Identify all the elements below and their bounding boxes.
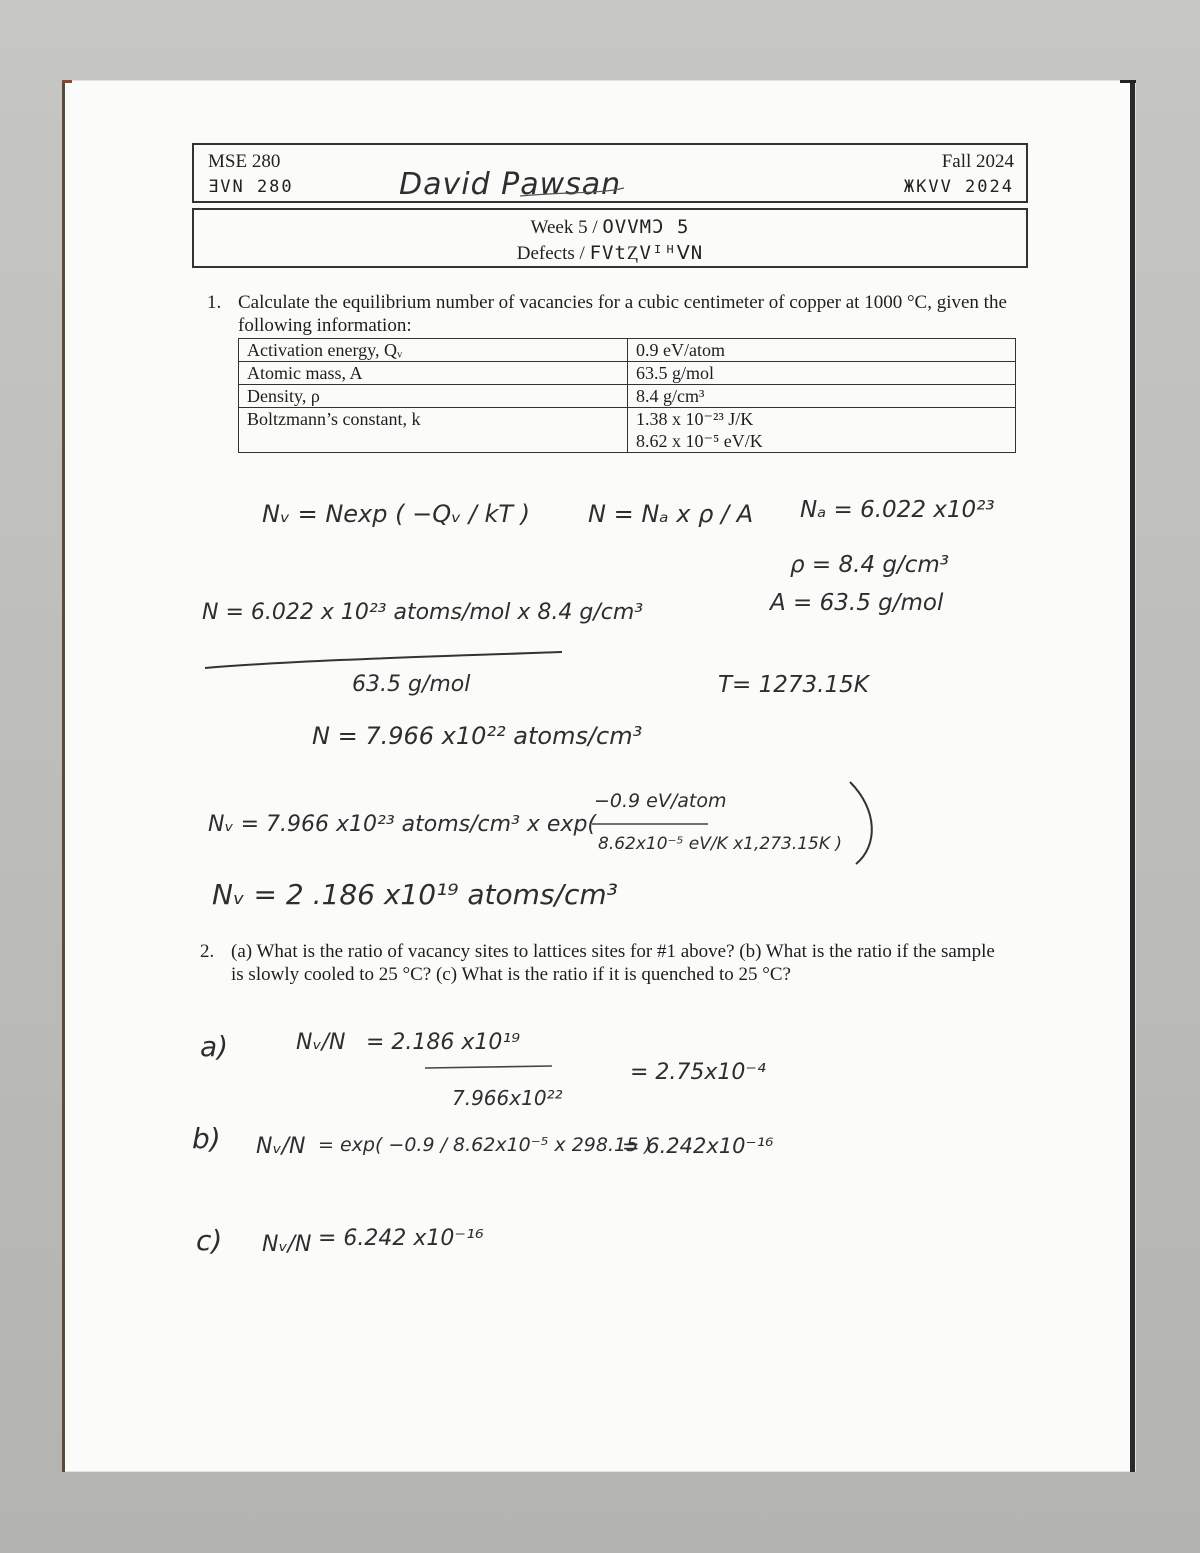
topic-aurebesh: ϜVtⱫVᴵᴴᐯN [589,242,704,264]
atomic-mass-value: A = 63.5 g/mol [770,590,944,616]
part-b-expression: = exp( −0.9 / 8.62x10⁻⁵ x 298.15 ) [318,1134,652,1156]
topic-header [192,208,1028,268]
topic-line [194,242,1026,265]
question-1 [207,291,1007,337]
part-c-label: c) [196,1224,223,1257]
week-label: Week 5 / [530,217,598,238]
part-b-label: b) [192,1122,221,1155]
part-c-ratio: Nᵥ/N [262,1232,312,1257]
nv-exponent-numerator: −0.9 eV/atom [594,790,727,812]
page-edge-left [62,80,65,1472]
question-2-number: 2. [200,941,215,962]
part-a-result: = 2.75x10⁻⁴ [630,1060,766,1085]
nv-result: Nᵥ = 2 .186 x10¹⁹ atoms/cm³ [212,878,618,911]
n-formula: N = Nₐ x ρ / A [588,500,754,528]
part-a-label: a) [200,1030,229,1063]
part-a-numerator: = 2.186 x10¹⁹ [366,1030,521,1055]
table-cell-value: 8.4 g/cm³ [628,385,1016,408]
table-row [239,339,1016,362]
table-row [239,385,1016,408]
part-b-result: = 6.242x10⁻¹⁶ [622,1134,774,1158]
table-cell-property: Activation energy, Qᵥ [239,339,628,362]
n-denominator: 63.5 g/mol [352,672,471,697]
term: Fall 2024 [941,151,1014,172]
density-value: ρ = 8.4 g/cm³ [790,552,950,578]
boltzmann-joules: 1.38 x 10⁻²³ J/K [636,409,754,429]
n-result: N = 7.966 x10²² atoms/cm³ [312,722,643,750]
topic-label: Defects / [516,243,585,264]
part-a-denominator: 7.966x10²² [452,1086,563,1110]
nv-formula: Nᵥ = Nexp ( −Qᵥ / kT ) [262,500,531,528]
table-row [239,408,1016,453]
week-line [194,216,1026,239]
course-code-aurebesh: ƎVN 280 [208,177,294,197]
week-aurebesh: ΟVVΜϽ 5 [602,216,690,238]
student-name: David Pawsan [399,167,622,202]
table-cell-property: Atomic mass, A [239,362,628,385]
course-code: MSE 280 [208,151,281,172]
question-2-text: (a) What is the ratio of vacancy sites to lattices sites for #1 above? (b) What is the ratio if the sample is slowly cooled to 25 °C? (c) What is the ratio if it is quenched to 25 °C? [231,941,995,985]
term-aurebesh: ЖKVV 2024 [903,177,1014,197]
table-cell-property: Density, ρ [239,385,628,408]
table-row [239,362,1016,385]
page-edge-right [1130,80,1135,1472]
part-a-ratio: Nᵥ/N [296,1030,346,1055]
question-1-text: Calculate the equilibrium number of vacancies for a cubic centimeter of copper at 1000 °C, given the following information: [238,292,1007,336]
nv-substitution: Nᵥ = 7.966 x10²³ atoms/cm³ x exp( [208,812,596,837]
table-cell-property: Boltzmann’s constant, k [239,408,628,453]
table-cell-value: 63.5 g/mol [628,362,1016,385]
given-info-table [238,338,1016,453]
nv-exponent-denominator: 8.62x10⁻⁵ eV/K x1,273.15K ) [598,834,843,854]
boltzmann-ev: 8.62 x 10⁻⁵ eV/K [636,431,763,451]
page-edge-mark-left [62,80,72,83]
part-c-result: = 6.242 x10⁻¹⁶ [318,1226,484,1251]
question-2 [200,940,1010,986]
n-numerator: N = 6.022 x 10²³ atoms/mol x 8.4 g/cm³ [202,600,644,625]
question-1-number: 1. [207,292,222,313]
table-cell-value: 0.9 eV/atom [628,339,1016,362]
table-cell-value [628,408,1016,453]
course-header [192,143,1028,203]
temperature-value: T= 1273.15K [718,672,869,698]
worksheet-page [62,80,1136,1472]
avogadro-value: Nₐ = 6.022 x10²³ [800,497,995,523]
part-b-ratio: Nᵥ/N [256,1134,306,1159]
page-edge-mark-right [1120,80,1136,83]
